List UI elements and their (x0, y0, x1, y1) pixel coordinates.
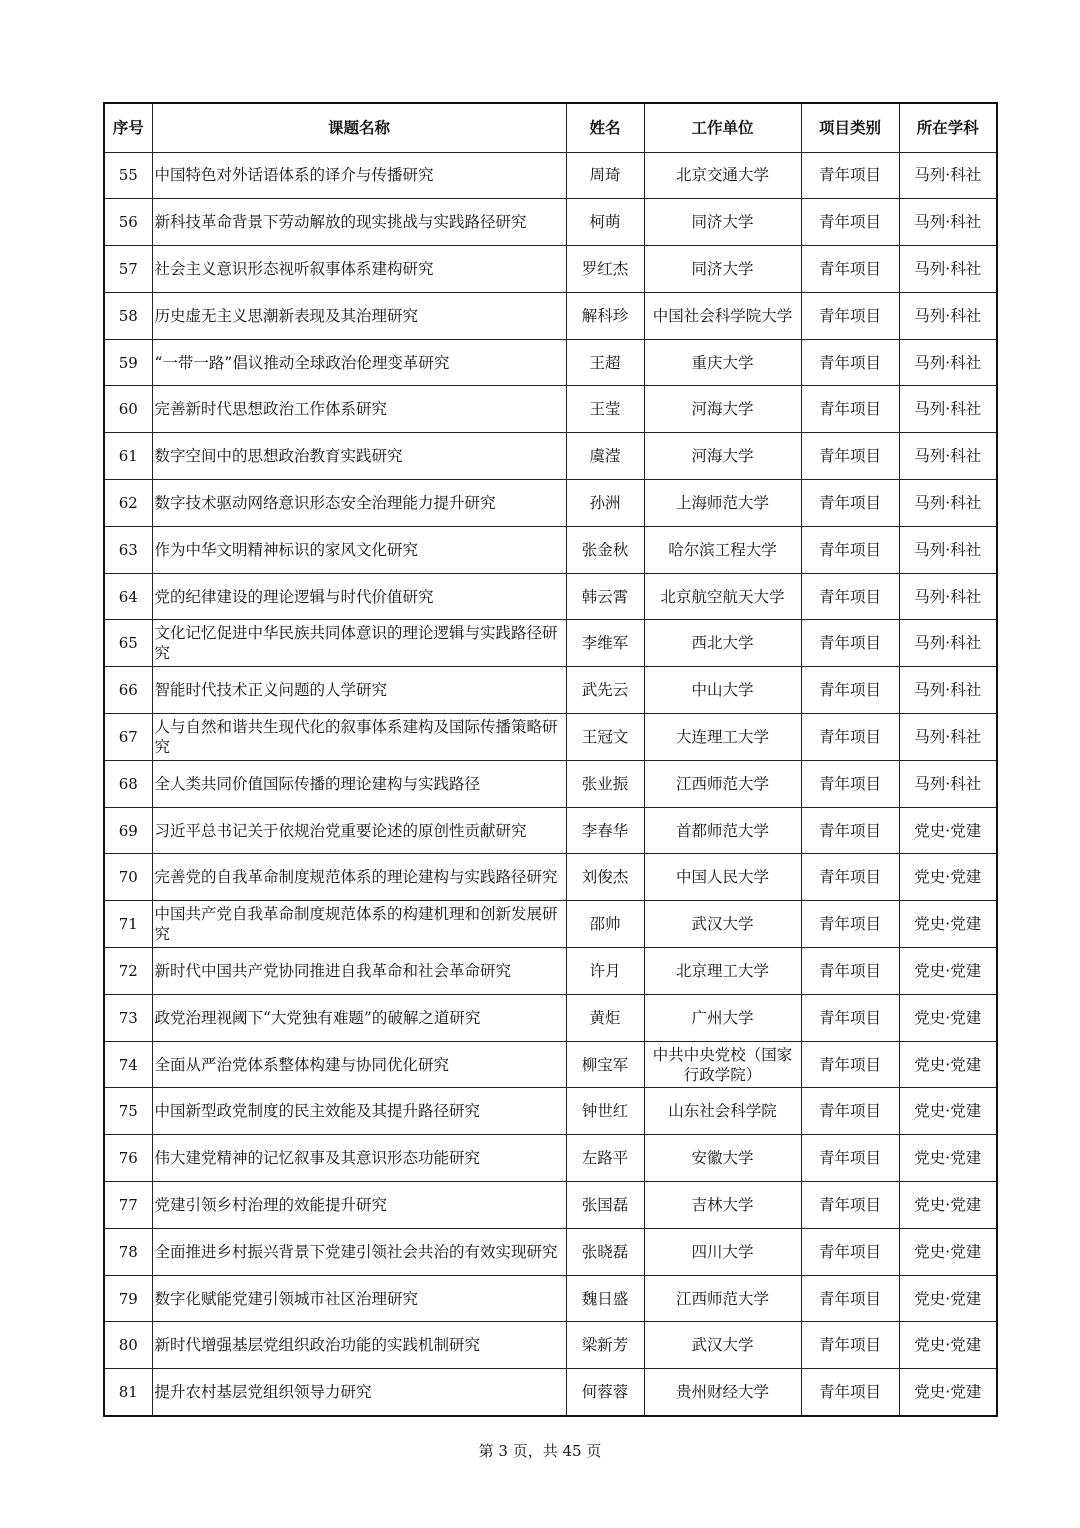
cell-discipline: 马列·科社 (899, 339, 997, 386)
header-unit: 工作单位 (644, 103, 801, 152)
cell-category: 青年项目 (801, 807, 899, 854)
cell-name: 张晓磊 (566, 1228, 644, 1275)
cell-category: 青年项目 (801, 292, 899, 339)
cell-index: 65 (104, 620, 152, 667)
cell-unit: 大连理工大学 (644, 714, 801, 761)
table-row (104, 246, 997, 293)
cell-category: 青年项目 (801, 1275, 899, 1322)
cell-name: 李春华 (566, 807, 644, 854)
cell-name: 刘俊杰 (566, 854, 644, 901)
table-row (104, 433, 997, 480)
cell-index: 81 (104, 1369, 152, 1416)
table-body (104, 152, 997, 1416)
cell-discipline: 马列·科社 (899, 433, 997, 480)
cell-name: 左路平 (566, 1135, 644, 1182)
cell-discipline: 党史·党建 (899, 854, 997, 901)
cell-category: 青年项目 (801, 1135, 899, 1182)
table-row (104, 854, 997, 901)
table-row (104, 339, 997, 386)
cell-unit: 武汉大学 (644, 1322, 801, 1369)
cell-topic: 全面从严治党体系整体构建与协同优化研究 (152, 1041, 566, 1088)
cell-topic: 习近平总书记关于依规治党重要论述的原创性贡献研究 (152, 807, 566, 854)
cell-unit: 江西师范大学 (644, 760, 801, 807)
cell-category: 青年项目 (801, 620, 899, 667)
cell-discipline: 马列·科社 (899, 620, 997, 667)
cell-index: 67 (104, 714, 152, 761)
table-row (104, 526, 997, 573)
cell-name: 许月 (566, 948, 644, 995)
cell-discipline: 党史·党建 (899, 1275, 997, 1322)
cell-unit: 安徽大学 (644, 1135, 801, 1182)
cell-discipline: 党史·党建 (899, 1369, 997, 1416)
cell-topic: 中国共产党自我革命制度规范体系的构建机理和创新发展研究 (152, 901, 566, 948)
cell-topic: 完善党的自我革命制度规范体系的理论建构与实践路径研究 (152, 854, 566, 901)
cell-index: 71 (104, 901, 152, 948)
table-row (104, 1088, 997, 1135)
cell-category: 青年项目 (801, 573, 899, 620)
cell-discipline: 马列·科社 (899, 386, 997, 433)
cell-index: 70 (104, 854, 152, 901)
table-row (104, 1275, 997, 1322)
cell-unit: 首都师范大学 (644, 807, 801, 854)
cell-index: 78 (104, 1228, 152, 1275)
cell-topic: 作为中华文明精神标识的家风文化研究 (152, 526, 566, 573)
cell-unit: 中国人民大学 (644, 854, 801, 901)
cell-topic: 文化记忆促进中华民族共同体意识的理论逻辑与实践路径研究 (152, 620, 566, 667)
cell-index: 73 (104, 994, 152, 1041)
cell-unit: 同济大学 (644, 199, 801, 246)
cell-topic: 政党治理视阈下“大党独有难题”的破解之道研究 (152, 994, 566, 1041)
cell-unit: 北京航空航天大学 (644, 573, 801, 620)
cell-topic: 中国特色对外话语体系的译介与传播研究 (152, 152, 566, 199)
cell-name: 虞滢 (566, 433, 644, 480)
cell-category: 青年项目 (801, 1322, 899, 1369)
cell-discipline: 党史·党建 (899, 1041, 997, 1088)
cell-index: 59 (104, 339, 152, 386)
cell-discipline: 党史·党建 (899, 1322, 997, 1369)
cell-topic: 社会主义意识形态视听叙事体系建构研究 (152, 246, 566, 293)
cell-discipline: 马列·科社 (899, 246, 997, 293)
cell-topic: 完善新时代思想政治工作体系研究 (152, 386, 566, 433)
cell-topic: 党建引领乡村治理的效能提升研究 (152, 1182, 566, 1229)
table-header-row (104, 103, 997, 152)
cell-topic: 数字化赋能党建引领城市社区治理研究 (152, 1275, 566, 1322)
cell-name: 钟世红 (566, 1088, 644, 1135)
cell-category: 青年项目 (801, 901, 899, 948)
cell-unit: 北京理工大学 (644, 948, 801, 995)
cell-discipline: 马列·科社 (899, 526, 997, 573)
cell-name: 王莹 (566, 386, 644, 433)
cell-unit: 贵州财经大学 (644, 1369, 801, 1416)
cell-index: 77 (104, 1182, 152, 1229)
cell-category: 青年项目 (801, 667, 899, 714)
table-row (104, 152, 997, 199)
cell-topic: 历史虚无主义思潮新表现及其治理研究 (152, 292, 566, 339)
cell-topic: 智能时代技术正义问题的人学研究 (152, 667, 566, 714)
cell-index: 60 (104, 386, 152, 433)
cell-index: 63 (104, 526, 152, 573)
table-row (104, 1369, 997, 1416)
cell-category: 青年项目 (801, 1369, 899, 1416)
cell-topic: “一带一路”倡议推动全球政治伦理变革研究 (152, 339, 566, 386)
table-row (104, 292, 997, 339)
cell-discipline: 党史·党建 (899, 901, 997, 948)
table-row (104, 994, 997, 1041)
cell-name: 武先云 (566, 667, 644, 714)
cell-topic: 新时代中国共产党协同推进自我革命和社会革命研究 (152, 948, 566, 995)
cell-category: 青年项目 (801, 1088, 899, 1135)
table-row (104, 1135, 997, 1182)
table-row (104, 386, 997, 433)
cell-category: 青年项目 (801, 433, 899, 480)
cell-topic: 中国新型政党制度的民主效能及其提升路径研究 (152, 1088, 566, 1135)
table-row (104, 1182, 997, 1229)
header-category: 项目类别 (801, 103, 899, 152)
cell-topic: 全面推进乡村振兴背景下党建引领社会共治的有效实现研究 (152, 1228, 566, 1275)
cell-category: 青年项目 (801, 948, 899, 995)
table-row (104, 714, 997, 761)
table-row (104, 667, 997, 714)
cell-unit: 河海大学 (644, 433, 801, 480)
cell-unit: 山东社会科学院 (644, 1088, 801, 1135)
cell-topic: 党的纪律建设的理论逻辑与时代价值研究 (152, 573, 566, 620)
cell-discipline: 马列·科社 (899, 573, 997, 620)
cell-unit: 哈尔滨工程大学 (644, 526, 801, 573)
cell-discipline: 党史·党建 (899, 1088, 997, 1135)
cell-discipline: 马列·科社 (899, 760, 997, 807)
cell-unit: 吉林大学 (644, 1182, 801, 1229)
cell-topic: 提升农村基层党组织领导力研究 (152, 1369, 566, 1416)
header-discipline: 所在学科 (899, 103, 997, 152)
cell-name: 李维军 (566, 620, 644, 667)
cell-name: 黄炬 (566, 994, 644, 1041)
cell-name: 罗红杰 (566, 246, 644, 293)
cell-category: 青年项目 (801, 386, 899, 433)
cell-unit: 北京交通大学 (644, 152, 801, 199)
cell-unit: 中共中央党校（国家行政学院） (644, 1041, 801, 1088)
cell-discipline: 马列·科社 (899, 667, 997, 714)
cell-category: 青年项目 (801, 526, 899, 573)
cell-unit: 重庆大学 (644, 339, 801, 386)
cell-category: 青年项目 (801, 199, 899, 246)
cell-discipline: 党史·党建 (899, 1135, 997, 1182)
cell-discipline: 党史·党建 (899, 994, 997, 1041)
cell-discipline: 马列·科社 (899, 292, 997, 339)
cell-index: 76 (104, 1135, 152, 1182)
cell-discipline: 马列·科社 (899, 152, 997, 199)
table-row (104, 948, 997, 995)
cell-name: 张业振 (566, 760, 644, 807)
cell-discipline: 马列·科社 (899, 199, 997, 246)
cell-category: 青年项目 (801, 152, 899, 199)
cell-unit: 四川大学 (644, 1228, 801, 1275)
cell-topic: 数字空间中的思想政治教育实践研究 (152, 433, 566, 480)
table-row (104, 1041, 997, 1088)
cell-index: 72 (104, 948, 152, 995)
cell-discipline: 马列·科社 (899, 714, 997, 761)
cell-name: 王超 (566, 339, 644, 386)
cell-unit: 中国社会科学院大学 (644, 292, 801, 339)
table-row (104, 760, 997, 807)
cell-discipline: 党史·党建 (899, 1228, 997, 1275)
header-topic: 课题名称 (152, 103, 566, 152)
cell-category: 青年项目 (801, 1041, 899, 1088)
cell-discipline: 党史·党建 (899, 807, 997, 854)
cell-index: 80 (104, 1322, 152, 1369)
cell-topic: 人与自然和谐共生现代化的叙事体系建构及国际传播策略研究 (152, 714, 566, 761)
table-row (104, 901, 997, 948)
page-footer: 第 3 页，共 45 页 (478, 1442, 602, 1460)
cell-category: 青年项目 (801, 760, 899, 807)
cell-name: 周琦 (566, 152, 644, 199)
header-index: 序号 (104, 103, 152, 152)
cell-topic: 新科技革命背景下劳动解放的现实挑战与实践路径研究 (152, 199, 566, 246)
cell-category: 青年项目 (801, 1228, 899, 1275)
cell-unit: 上海师范大学 (644, 480, 801, 527)
cell-name: 何蓉蓉 (566, 1369, 644, 1416)
cell-topic: 全人类共同价值国际传播的理论建构与实践路径 (152, 760, 566, 807)
cell-category: 青年项目 (801, 994, 899, 1041)
cell-name: 梁新芳 (566, 1322, 644, 1369)
cell-unit: 同济大学 (644, 246, 801, 293)
project-table (103, 102, 998, 1417)
cell-unit: 中山大学 (644, 667, 801, 714)
cell-index: 55 (104, 152, 152, 199)
cell-name: 柳宝军 (566, 1041, 644, 1088)
cell-name: 柯萌 (566, 199, 644, 246)
cell-topic: 新时代增强基层党组织政治功能的实践机制研究 (152, 1322, 566, 1369)
cell-index: 66 (104, 667, 152, 714)
cell-index: 79 (104, 1275, 152, 1322)
cell-name: 解科珍 (566, 292, 644, 339)
cell-category: 青年项目 (801, 480, 899, 527)
cell-name: 韩云霄 (566, 573, 644, 620)
cell-topic: 数字技术驱动网络意识形态安全治理能力提升研究 (152, 480, 566, 527)
cell-index: 69 (104, 807, 152, 854)
header-name: 姓名 (566, 103, 644, 152)
cell-discipline: 党史·党建 (899, 948, 997, 995)
cell-topic: 伟大建党精神的记忆叙事及其意识形态功能研究 (152, 1135, 566, 1182)
cell-unit: 广州大学 (644, 994, 801, 1041)
cell-name: 张国磊 (566, 1182, 644, 1229)
cell-unit: 江西师范大学 (644, 1275, 801, 1322)
cell-name: 孙洲 (566, 480, 644, 527)
cell-index: 56 (104, 199, 152, 246)
cell-category: 青年项目 (801, 714, 899, 761)
cell-index: 62 (104, 480, 152, 527)
table-row (104, 1228, 997, 1275)
table-row (104, 1322, 997, 1369)
cell-unit: 河海大学 (644, 386, 801, 433)
table-row (104, 480, 997, 527)
cell-index: 64 (104, 573, 152, 620)
cell-index: 58 (104, 292, 152, 339)
cell-name: 王冠文 (566, 714, 644, 761)
cell-name: 张金秋 (566, 526, 644, 573)
cell-index: 61 (104, 433, 152, 480)
table-row (104, 573, 997, 620)
cell-name: 邵帅 (566, 901, 644, 948)
table-row (104, 620, 997, 667)
cell-category: 青年项目 (801, 854, 899, 901)
cell-discipline: 马列·科社 (899, 480, 997, 527)
cell-category: 青年项目 (801, 339, 899, 386)
cell-category: 青年项目 (801, 246, 899, 293)
table-row (104, 807, 997, 854)
cell-unit: 武汉大学 (644, 901, 801, 948)
cell-index: 68 (104, 760, 152, 807)
table-row (104, 199, 997, 246)
cell-category: 青年项目 (801, 1182, 899, 1229)
cell-index: 74 (104, 1041, 152, 1088)
cell-index: 75 (104, 1088, 152, 1135)
cell-index: 57 (104, 246, 152, 293)
cell-name: 魏日盛 (566, 1275, 644, 1322)
cell-unit: 西北大学 (644, 620, 801, 667)
cell-discipline: 党史·党建 (899, 1182, 997, 1229)
